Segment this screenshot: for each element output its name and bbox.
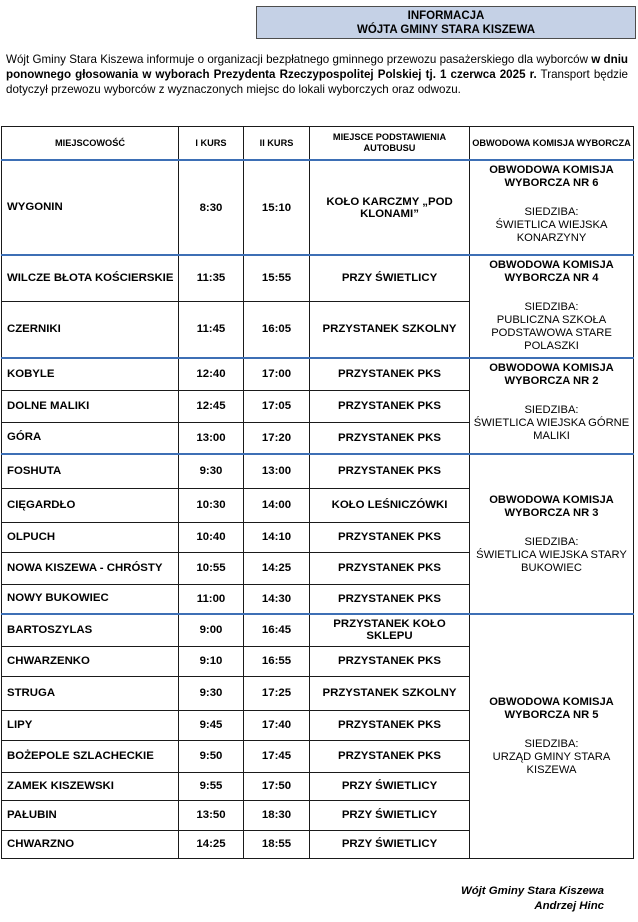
kurs2-cell: 15:55 (244, 255, 310, 301)
place-cell: STRUGA (2, 676, 179, 710)
commission-seat-value: URZĄD GMINY STARA KISZEWA (492, 750, 611, 776)
commission-name: OBWODOWA KOMISJA WYBORCZA NR 5 (489, 695, 614, 721)
commission-cell (470, 358, 634, 454)
commission-seat (470, 206, 633, 245)
kurs2-cell: 16:05 (244, 301, 310, 358)
kurs1-cell: 10:55 (179, 552, 244, 584)
kurs1-cell: 9:50 (179, 740, 244, 772)
commission-seat-label: SIEDZIBA: (524, 737, 579, 750)
place-cell: DOLNE MALIKI (2, 390, 179, 422)
place-cell: WYGONIN (2, 160, 179, 255)
commission-seat-value: ŚWIETLICA WIEJSKA KONARZYNY (495, 219, 608, 244)
place-cell: BARTOSZYLAS (2, 614, 179, 646)
kurs1-cell: 11:00 (179, 584, 244, 614)
stop-cell: PRZYSTANEK SZKOLNY (310, 301, 470, 358)
column-header-place: MIEJSCOWOŚĆ (2, 127, 179, 161)
kurs1-cell: 8:30 (179, 160, 244, 255)
kurs2-cell: 17:05 (244, 390, 310, 422)
stop-cell: PRZYSTANEK PKS (310, 358, 470, 390)
transport-schedule-table (1, 126, 634, 859)
commission-seat-label: SIEDZIBA: (524, 301, 579, 313)
kurs1-cell: 11:35 (179, 255, 244, 301)
stop-cell: PRZYSTANEK PKS (310, 390, 470, 422)
kurs2-cell: 17:40 (244, 710, 310, 740)
commission-name: OBWODOWA KOMISJA WYBORCZA NR 3 (489, 493, 614, 519)
stop-cell: PRZYSTANEK PKS (310, 740, 470, 772)
commission-seat-value: ŚWIETLICA WIEJSKA STARY BUKOWIEC (476, 548, 627, 574)
commission-seat (470, 536, 633, 575)
commission-seat (470, 404, 633, 443)
commission-cell (470, 160, 634, 255)
stop-cell: PRZY ŚWIETLICY (310, 800, 470, 830)
table-row (2, 614, 634, 646)
stop-cell: PRZYSTANEK PKS (310, 422, 470, 454)
place-cell: CIĘGARDŁO (2, 488, 179, 522)
place-cell: ZAMEK KISZEWSKI (2, 772, 179, 800)
stop-cell: PRZYSTANEK PKS (310, 710, 470, 740)
intro-text-end: Transport będzie dotyczył przewozu wyborców z wyznaczonych miejsc do lokali wyborczych oraz odwozu. (6, 68, 628, 96)
commission-seat-value: ŚWIETLICA WIEJSKA GÓRNE MALIKI (473, 417, 630, 442)
place-cell: KOBYLE (2, 358, 179, 390)
kurs2-cell: 14:25 (244, 552, 310, 584)
place-cell: PAŁUBIN (2, 800, 179, 830)
commission-seat-label: SIEDZIBA: (524, 206, 579, 218)
kurs1-cell: 13:50 (179, 800, 244, 830)
column-header-kurs2: II KURS (244, 127, 310, 161)
place-cell: NOWA KISZEWA - CHRÓSTY (2, 552, 179, 584)
commission-seat-value: PUBLICZNA SZKOŁA PODSTAWOWA STARE POLASZKI (491, 314, 612, 352)
kurs1-cell: 12:45 (179, 390, 244, 422)
place-cell: GÓRA (2, 422, 179, 454)
commission-seat-label: SIEDZIBA: (524, 535, 579, 548)
kurs2-cell: 16:45 (244, 614, 310, 646)
kurs1-cell: 10:40 (179, 522, 244, 552)
commission-name: OBWODOWA KOMISJA WYBORCZA NR 4 (489, 259, 614, 284)
signature-name: Andrzej Hinc (534, 900, 604, 912)
stop-cell: KOŁO LEŚNICZÓWKI (310, 488, 470, 522)
kurs2-cell: 17:25 (244, 676, 310, 710)
table-row (2, 160, 634, 255)
stop-cell: PRZYSTANEK SZKOLNY (310, 676, 470, 710)
kurs2-cell: 14:30 (244, 584, 310, 614)
place-cell: BOŻEPOLE SZLACHECKIE (2, 740, 179, 772)
stop-cell: KOŁO KARCZMY „POD KLONAMI” (310, 160, 470, 255)
stop-cell: PRZYSTANEK PKS (310, 584, 470, 614)
signature-title: Wójt Gminy Stara Kiszewa (460, 885, 604, 897)
table-header-row (2, 127, 634, 161)
intro-text-bold: w dniu ponownego głosowania w wyborach Prezydenta Rzeczypospolitej Polskiej tj. 1 czerwca 2025 r. (6, 53, 628, 81)
stop-cell: PRZYSTANEK PKS (310, 646, 470, 676)
header-subtitle: WÓJTA GMINY STARA KISZEWA (356, 24, 536, 36)
kurs2-cell: 13:00 (244, 454, 310, 488)
stop-cell: PRZY ŚWIETLICY (310, 830, 470, 858)
table-row (2, 454, 634, 488)
place-cell: NOWY BUKOWIEC (2, 584, 179, 614)
kurs2-cell: 18:55 (244, 830, 310, 858)
kurs2-cell: 14:00 (244, 488, 310, 522)
signature-block (461, 884, 604, 914)
stop-cell: PRZYSTANEK PKS (310, 552, 470, 584)
kurs2-cell: 18:30 (244, 800, 310, 830)
commission-cell (470, 255, 634, 358)
stop-cell: PRZY ŚWIETLICY (310, 772, 470, 800)
commission-seat (470, 301, 633, 353)
kurs2-cell: 17:50 (244, 772, 310, 800)
kurs2-cell: 17:45 (244, 740, 310, 772)
commission-name: OBWODOWA KOMISJA WYBORCZA NR 6 (489, 164, 614, 189)
kurs2-cell: 14:10 (244, 522, 310, 552)
kurs1-cell: 13:00 (179, 422, 244, 454)
stop-cell: PRZYSTANEK PKS (310, 454, 470, 488)
kurs1-cell: 9:55 (179, 772, 244, 800)
kurs1-cell: 14:25 (179, 830, 244, 858)
column-header-stop: MIEJSCE PODSTAWIENIA AUTOBUSU (310, 127, 470, 161)
commission-seat-label: SIEDZIBA: (524, 404, 579, 416)
kurs2-cell: 15:10 (244, 160, 310, 255)
intro-text-start: Wójt Gminy Stara Kiszewa informuje o organizacji bezpłatnego gminnego przewozu pasażerskiego dla wyborców (6, 53, 592, 66)
place-cell: LIPY (2, 710, 179, 740)
intro-paragraph (6, 52, 628, 97)
kurs1-cell: 9:30 (179, 676, 244, 710)
header-title: INFORMACJA (407, 10, 485, 22)
place-cell: CZERNIKI (2, 301, 179, 358)
kurs1-cell: 9:30 (179, 454, 244, 488)
kurs2-cell: 17:20 (244, 422, 310, 454)
column-header-commission: OBWODOWA KOMISJA WYBORCZA (470, 127, 634, 161)
kurs2-cell: 16:55 (244, 646, 310, 676)
commission-cell (470, 614, 634, 858)
kurs2-cell: 17:00 (244, 358, 310, 390)
place-cell: CHWARZNO (2, 830, 179, 858)
commission-name: OBWODOWA KOMISJA WYBORCZA NR 2 (489, 362, 614, 387)
kurs1-cell: 10:30 (179, 488, 244, 522)
place-cell: OLPUCH (2, 522, 179, 552)
place-cell: WILCZE BŁOTA KOŚCIERSKIE (2, 255, 179, 301)
place-cell: CHWARZENKO (2, 646, 179, 676)
table-row (2, 358, 634, 390)
commission-seat (470, 738, 633, 777)
kurs1-cell: 11:45 (179, 301, 244, 358)
stop-cell: PRZYSTANEK PKS (310, 522, 470, 552)
kurs1-cell: 9:45 (179, 710, 244, 740)
stop-cell: PRZY ŚWIETLICY (310, 255, 470, 301)
commission-cell (470, 454, 634, 614)
document-header (256, 6, 636, 39)
kurs1-cell: 9:10 (179, 646, 244, 676)
table-body (2, 160, 634, 858)
place-cell: FOSHUTA (2, 454, 179, 488)
kurs1-cell: 12:40 (179, 358, 244, 390)
stop-cell: PRZYSTANEK KOŁO SKLEPU (310, 614, 470, 646)
column-header-kurs1: I KURS (179, 127, 244, 161)
table-row (2, 255, 634, 301)
kurs1-cell: 9:00 (179, 614, 244, 646)
